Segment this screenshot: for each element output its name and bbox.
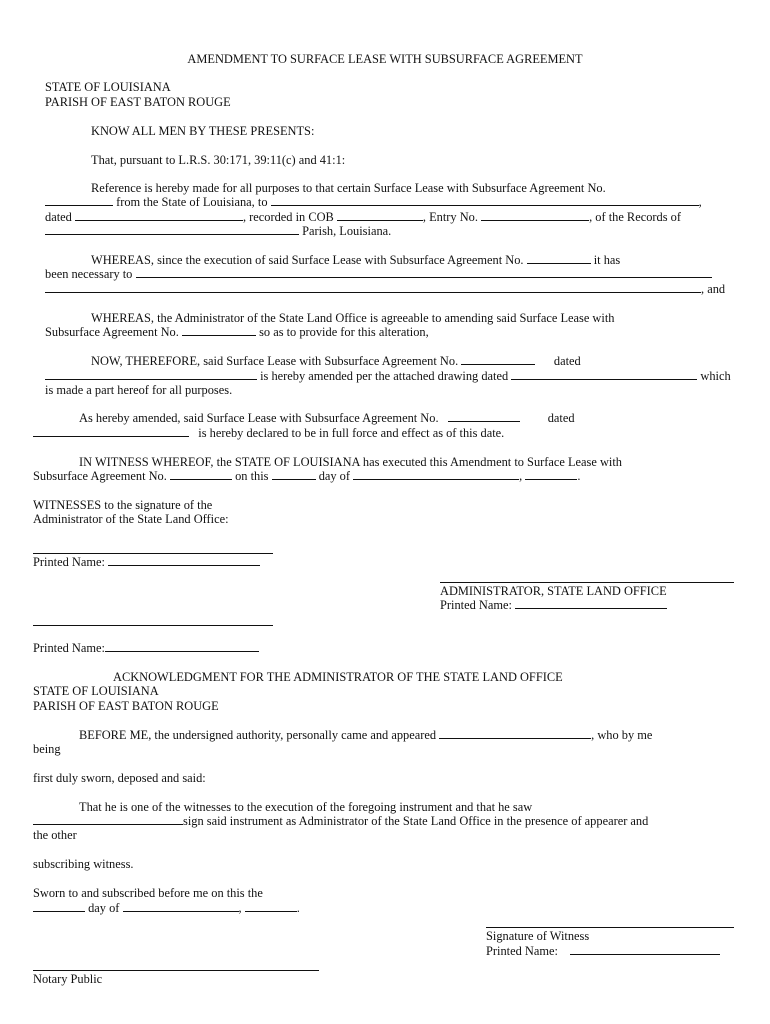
sworn-to-line: Sworn to and subscribed before me on this the [33, 886, 263, 900]
sworn-year-blank[interactable] [245, 901, 297, 912]
witness-month-blank[interactable] [353, 469, 519, 480]
parish-blank[interactable] [45, 224, 299, 235]
witness-day-blank[interactable] [272, 469, 316, 480]
saw-name-blank[interactable] [33, 814, 183, 825]
drawing-dated-blank[interactable] [511, 369, 697, 380]
signature-of-witness-line[interactable] [486, 927, 734, 928]
cob-blank[interactable] [337, 210, 423, 221]
now-therefore-line-2: is hereby amended per the attached drawing dated which [45, 369, 731, 384]
whereas-2-agreement-blank[interactable] [182, 325, 256, 336]
reference-line-1: Reference is hereby made for all purposes to that certain Surface Lease with Subsurface Agreement No. [91, 181, 606, 195]
acknowledgment-title: ACKNOWLEDGMENT FOR THE ADMINISTRATOR OF THE STATE LAND OFFICE [113, 670, 563, 684]
amended-agreement-blank[interactable] [448, 411, 520, 422]
sworn-date-line: day of , . [33, 901, 300, 916]
necessary-blank-2[interactable] [45, 282, 701, 293]
witness-2-printed-name-blank[interactable] [105, 641, 259, 652]
now-dated-blank[interactable] [45, 369, 257, 380]
witness-agreement-blank[interactable] [170, 469, 232, 480]
whereas-1-agreement-blank[interactable] [527, 253, 591, 264]
amended-line-1: As hereby amended, said Surface Lease with Subsurface Agreement No. dated [79, 411, 575, 425]
whereas-1-line-3: , and [45, 282, 725, 297]
agreement-no-blank[interactable] [45, 195, 113, 206]
being-line: being [33, 742, 61, 756]
venue-parish: PARISH OF EAST BATON ROUGE [45, 95, 231, 109]
reference-line-3: dated , recorded in COB , Entry No. , of the Records of [45, 210, 681, 224]
entry-no-blank[interactable] [481, 210, 589, 221]
signature-of-witness-label: Signature of Witness [486, 929, 590, 943]
reference-line-4: Parish, Louisiana. [45, 224, 391, 239]
notary-signature-line[interactable] [33, 970, 319, 971]
pursuant-clause: That, pursuant to L.R.S. 30:171, 39:11(c) and 41:1: [91, 153, 346, 167]
document-title: AMENDMENT TO SURFACE LEASE WITH SUBSURFACE AGREEMENT [187, 52, 583, 66]
now-therefore-line-3: is made a part hereof for all purposes. [45, 383, 233, 397]
sworn-line: first duly sworn, deposed and said: [33, 771, 206, 785]
whereas-1-line-1: WHEREAS, since the execution of said Surface Lease with Subsurface Agreement No. it has [91, 253, 621, 267]
witness-whereof-line-2: Subsurface Agreement No. on this day of , . [33, 469, 581, 483]
reference-line-2: from the State of Louisiana, to , [45, 195, 702, 210]
whereas-2-line-1: WHEREAS, the Administrator of the State Land Office is agreeable to amending said Surface Lease with [91, 311, 615, 325]
signature-witness-printed-name-blank[interactable] [570, 944, 720, 955]
witness-2-signature-line[interactable] [33, 625, 273, 626]
amended-dated-blank[interactable] [33, 426, 189, 437]
amended-line-2: is hereby declared to be in full force and effect as of this date. [33, 426, 504, 441]
sworn-day-blank[interactable] [33, 901, 85, 912]
witness-1-printed-name: Printed Name: [33, 555, 260, 570]
appeared-name-blank[interactable] [439, 728, 591, 739]
witness-1-printed-name-blank[interactable] [108, 555, 260, 566]
venue-state: STATE OF LOUISIANA [45, 80, 171, 94]
that-he-line: That he is one of the witnesses to the execution of the foregoing instrument and that he saw [79, 800, 533, 814]
notary-public-label: Notary Public [33, 972, 103, 986]
the-other-line: the other [33, 828, 77, 842]
sworn-month-blank[interactable] [123, 901, 239, 912]
lessee-blank[interactable] [271, 195, 699, 206]
subscribing-witness-line: subscribing witness. [33, 857, 134, 871]
witnesses-label-2: Administrator of the State Land Office: [33, 512, 229, 526]
witness-1-signature-line[interactable] [33, 553, 273, 554]
witness-year-blank[interactable] [525, 469, 577, 480]
administrator-signature-line[interactable] [440, 582, 734, 583]
witnesses-label-1: WITNESSES to the signature of the [33, 498, 213, 512]
know-all-men: KNOW ALL MEN BY THESE PRESENTS: [91, 124, 315, 138]
administrator-printed-name: Printed Name: [440, 598, 667, 613]
administrator-title: ADMINISTRATOR, STATE LAND OFFICE [440, 584, 667, 598]
acknowledgment-state: STATE OF LOUISIANA [33, 684, 159, 698]
dated-blank[interactable] [75, 210, 243, 221]
administrator-printed-name-blank[interactable] [515, 598, 667, 609]
witness-whereof-line-1: IN WITNESS WHEREOF, the STATE OF LOUISIANA has executed this Amendment to Surface Lease with [79, 455, 622, 469]
whereas-2-line-2: Subsurface Agreement No. so as to provide for this alteration, [45, 325, 429, 339]
now-agreement-blank[interactable] [461, 354, 535, 365]
now-therefore-line-1: NOW, THEREFORE, said Surface Lease with Subsurface Agreement No. dated [91, 354, 581, 368]
sign-said-line: sign said instrument as Administrator of the State Land Office in the presence of appearer and [33, 814, 648, 829]
necessary-blank-1[interactable] [136, 267, 712, 278]
witness-2-printed-name: Printed Name: [33, 641, 259, 656]
signature-of-witness-printed-name: Printed Name: [486, 944, 720, 959]
whereas-1-line-2: been necessary to [45, 267, 712, 282]
before-me-line: BEFORE ME, the undersigned authority, personally came and appeared , who by me [79, 728, 653, 742]
acknowledgment-parish: PARISH OF EAST BATON ROUGE [33, 699, 219, 713]
